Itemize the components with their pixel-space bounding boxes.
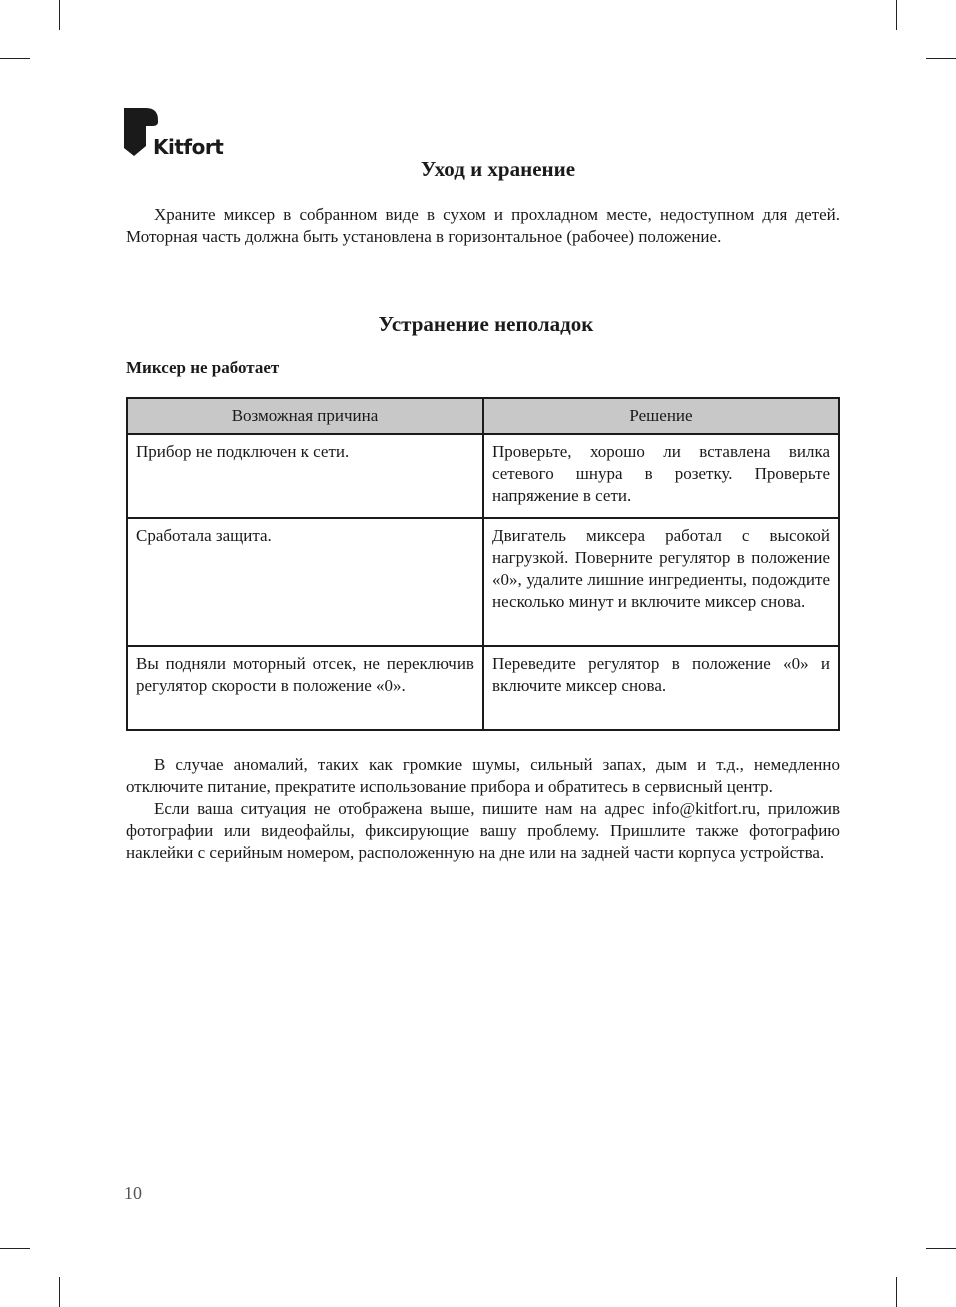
crop-mark <box>896 1277 897 1307</box>
care-paragraph <box>126 204 840 248</box>
note-paragraph: В случае аномалий, таких как громкие шумы, сильный запах, дым и т.д., немедленно отключите питание, прекратите использование прибора и обратитесь в сервисный центр. <box>126 755 840 796</box>
header-cause: Возможная причина <box>127 398 483 434</box>
crop-mark <box>0 58 30 59</box>
care-title: Уход и хранение <box>420 157 576 181</box>
crop-mark <box>0 1248 30 1249</box>
crop-mark <box>896 0 897 30</box>
troubleshooting-subtitle: Миксер не работает <box>126 358 280 377</box>
table-row <box>127 434 839 518</box>
header-solution: Решение <box>483 398 839 434</box>
notes-section <box>126 754 840 864</box>
crop-mark <box>59 0 60 30</box>
note-paragraph: Если ваша ситуация не отображена выше, пишите нам на адрес info@kitfort.ru, приложив фотографии или видеофайлы, фиксирующие вашу проблему. Пришлите также фотографию наклейки с серийным номером, расположенную на дне или на задней части корпуса устройства. <box>126 799 840 862</box>
solution-cell: Проверьте, хорошо ли вставлена вилка сетевого шнура в розетку. Проверьте напряжение в сети. <box>483 434 839 518</box>
table-header-row <box>127 398 839 434</box>
solution-cell: Двигатель миксера работал с высокой нагрузкой. Поверните регулятор в положение «0», удалите лишние ингредиенты, подождите несколько минут и включите миксер снова. <box>483 518 839 646</box>
troubleshooting-title: Устранение неполадок <box>378 312 594 336</box>
table-row <box>127 646 839 730</box>
troubleshooting-table <box>126 397 840 731</box>
cause-cell: Сработала защита. <box>127 518 483 646</box>
crop-mark <box>926 1248 956 1249</box>
table-row <box>127 518 839 646</box>
cause-cell: Прибор не подключен к сети. <box>127 434 483 518</box>
solution-cell: Переведите регулятор в положение «0» и включите миксер снова. <box>483 646 839 730</box>
crop-mark <box>59 1277 60 1307</box>
care-text: Храните миксер в собранном виде в сухом и прохладном месте, недоступном для детей. Моторная часть должна быть установлена в горизонтальное (рабочее) положение. <box>126 205 840 246</box>
cause-cell: Вы подняли моторный отсек, не переключив регулятор скорости в положение «0». <box>127 646 483 730</box>
page-number: 10 <box>124 1183 142 1203</box>
brand-name: Kitfort <box>153 135 224 159</box>
crop-mark <box>926 58 956 59</box>
